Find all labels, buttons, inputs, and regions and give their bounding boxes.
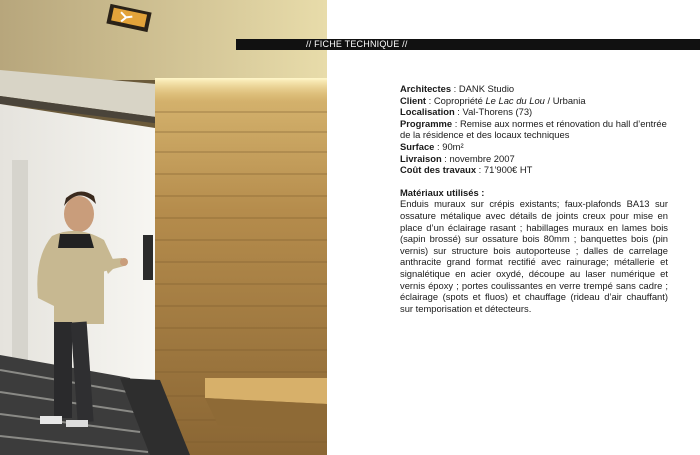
hall-photo (0, 0, 327, 455)
architectes-value: DANK Studio (458, 83, 515, 94)
localisation-label: Localisation (400, 106, 455, 118)
separator: : (426, 94, 434, 106)
surface-value: 90m² (442, 140, 464, 152)
separator: : (454, 106, 463, 118)
separator: : (441, 152, 450, 164)
separator: : (476, 164, 484, 176)
programme-value: Remise aux normes et rénovation du hall d’entrée de la résidence et des locaux techniques (400, 117, 667, 141)
technical-sheet (400, 83, 668, 314)
header-label: // FICHE TECHNIQUE // (306, 39, 408, 49)
architectes-label: Architectes (400, 83, 452, 94)
architectes-line (400, 83, 668, 95)
separator: : (434, 140, 443, 152)
programme-line (400, 118, 668, 141)
client-value-prefix: Copropriété (433, 94, 486, 106)
client-line (400, 95, 668, 107)
separator: : (451, 83, 459, 94)
livraison-line (400, 153, 668, 165)
surface-line (400, 141, 668, 153)
wall-panel (143, 235, 153, 280)
programme-label: Programme (400, 117, 453, 129)
materiaux-label: Matériaux utilisés : (400, 186, 485, 198)
localisation-line (400, 106, 668, 118)
client-value-suffix: / Urbania (544, 94, 586, 106)
separator: : (452, 117, 460, 129)
client-label: Client (400, 94, 427, 106)
technical-sheet-page (306, 0, 700, 455)
localisation-value: Val-Thorens (73) (462, 106, 533, 118)
cout-label: Coût des travaux (400, 164, 477, 176)
cout-line (400, 164, 668, 176)
livraison-label: Livraison (400, 152, 442, 164)
materiaux-text: Enduis muraux sur crépis existants; faux-plafonds BA13 sur ossature métalique avec détails de joints creux pour mise en place d’un éclairage rasant ; habillages muraux en lames bois (sapin brossé) sur ossature bois 80mm ; banquettes bois (pin vernis) sur structure bois autoporteuse ; dalles de carrelage anthracite grand format rectifié avec rainurage; métallerie et signalétique en acier oxydé, découpe au laser numérique et vernis époxy ; portes coulissantes en verre trempé sans cadre ; éclairage (spots et fluos) et chauffage (rideau d’air chauffant) sur temporisation et détecteurs. (400, 198, 668, 314)
surface-label: Surface (400, 140, 435, 152)
cout-value: 71’900€ HT (483, 164, 533, 176)
client-value-italic: Le Lac du Lou (485, 94, 545, 106)
hall-photo-illustration (0, 0, 327, 455)
header-bar (236, 39, 700, 50)
livraison-value: novembre 2007 (449, 152, 515, 164)
